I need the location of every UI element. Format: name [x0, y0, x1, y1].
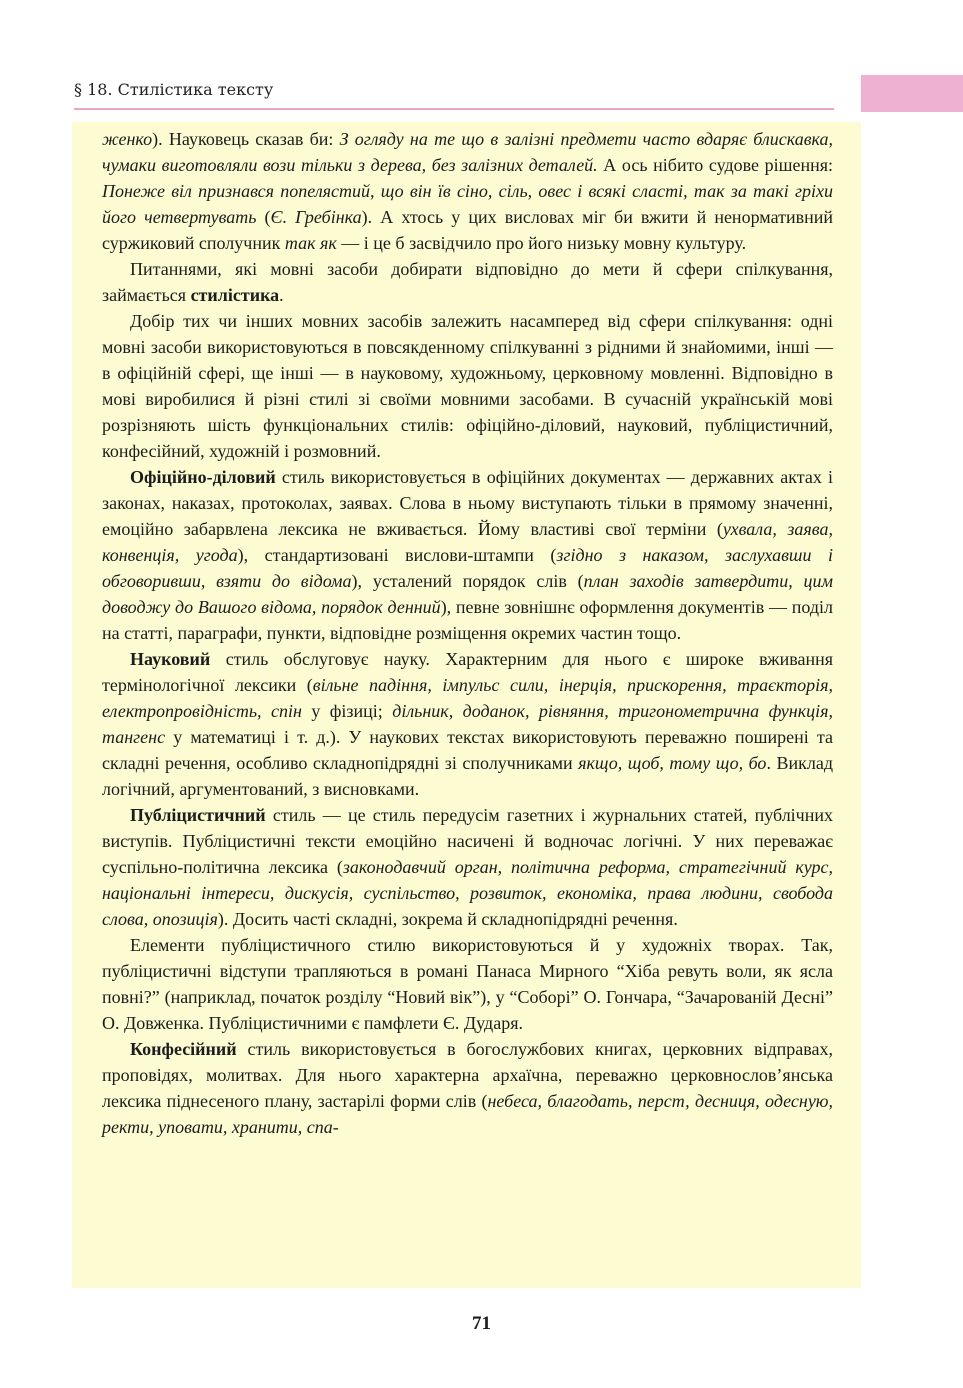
- bold-term: Публіцистичний: [130, 805, 266, 825]
- italic-example: З огляду на те що в залізні предмети часто вдаряє блискавка, чумаки виготовляли вози тільки з дерева, без залізних деталей.: [102, 129, 833, 175]
- italic-example: небеса, благодать, перст, десниця, одесную, ректи, уповати, хранити, спа-: [102, 1091, 833, 1137]
- italic-example: Понеже віл признався попелястий, що він їв сіно, сіль, овес і всякі сласті, так за такі гріхи його четвертувать: [102, 181, 833, 227]
- bold-term: Науковий: [130, 649, 211, 669]
- italic-example: вільне падіння, імпульс сили, інерція, прискорення, траєкторія, електропровідність, спін: [102, 675, 834, 721]
- paragraph: [102, 932, 833, 1036]
- section-title: § 18. Стилістика тексту: [74, 80, 274, 99]
- italic-example: законодавчий орган, політична реформа, стратегічний курс, національні інтереси, дискусія, суспільство, розвиток, економіка, права людини, свобода слова, опозиція: [102, 857, 833, 929]
- text-run: А ось нібито судове рішення:: [597, 155, 833, 175]
- paragraph: [102, 464, 833, 646]
- page-number: 71: [472, 1313, 491, 1334]
- text-run: .: [279, 285, 284, 305]
- text-run: ), стандартизовані вислови-штампи (: [237, 545, 557, 565]
- chapter-color-tab: [861, 75, 963, 112]
- italic-example: згідно з наказом, заслухавши і обговоривши, взяти до відома: [102, 545, 833, 591]
- bold-term: Конфесійний: [130, 1039, 237, 1059]
- italic-example: так як: [284, 233, 337, 253]
- text-run: стиль — це стиль передусім газетних і журнальних статей, публічних виступів. Публіцистичні тексти емоційно насичені й водночас логічні. У них переважає суспільно-політична лексика (: [102, 805, 833, 877]
- text-run: Елементи публіцистичного стилю використовуються й у художніх творах. Так, публіцистичні відступи трапляються в романі Панаса Мирного “Хіба ревуть воли, як ясла повні?” (наприклад, початок розділу “Новий вік”), у “Соборі” О. Гончара, “Зачарованій Десні” О. Довженка. Публіцистичними є памфлети Є. Дударя.: [102, 935, 833, 1033]
- paragraph: [102, 646, 833, 802]
- paragraph: [102, 256, 833, 308]
- text-run: ). Досить часті складні, зокрема й складнопідрядні речення.: [217, 909, 678, 929]
- text-run: — і це б засвідчило про його низьку мовну культуру.: [336, 233, 747, 253]
- text-run: ). А хтось у цих висловах міг би вжити й ненормативний суржиковий сполучник: [102, 207, 833, 253]
- text-run: ). Науковець сказав би:: [152, 129, 340, 149]
- header-divider: [74, 108, 834, 110]
- text-run: ), усталений порядок слів (: [351, 571, 584, 591]
- paragraph: [102, 1036, 833, 1140]
- paragraph: [102, 126, 833, 256]
- paragraph: [102, 308, 833, 464]
- text-run: (: [256, 207, 271, 227]
- text-run: Питаннями, які мовні засоби добирати відповідно до мети й сфери спілкування, займається: [102, 259, 833, 305]
- italic-example: якщо, щоб, тому що, бо: [578, 753, 767, 773]
- italic-example: женко: [102, 129, 153, 149]
- text-run: стиль використовується в богослужбових книгах, церковних відправах, проповідях, молитвах. Для нього характерна архаїчна, переважно церковнослов’янська лексика піднесеного плану, застарілі форми слів (: [102, 1039, 833, 1111]
- page-header: [74, 76, 834, 104]
- text-panel: [72, 122, 861, 1288]
- body-text: [102, 126, 833, 1140]
- text-run: стиль обслуговує науку. Характерним для нього є широке вживання термінологічної лексики (: [102, 649, 833, 695]
- italic-example: дільник, доданок, рівняння, тригонометрична функція, тангенс: [102, 701, 833, 747]
- text-run: . Виклад логічний, аргументований, з висновками.: [102, 753, 833, 799]
- text-run: Добір тих чи інших мовних засобів залежить насамперед від сфери спілкування: одні мовні засоби використовуються в повсякденному спілкуванні з рідними й знайомими, інші — в офіційній сфері, ще інші — в науковому, художньому, церковному мовленні. Відповідно в мові виробилися й різні стилі зі своїми мовними засобами. В сучасній українській мові розрізняють шість функціональних стилів: офіційно-діловий, науковий, публіцистичний, конфесійний, художній і розмовний.: [102, 311, 833, 461]
- bold-term: Офіційно-діловий: [130, 467, 276, 487]
- italic-example: Є. Гребінка: [270, 207, 362, 227]
- text-run: ), певне зовнішнє оформлення документів — поділ на статті, параграфи, пункти, відповідне розміщення окремих частин тощо.: [102, 597, 833, 643]
- text-run: стиль використовується в офіційних документах — державних актах і законах, наказах, протоколах, заявах. Слова в ньому виступають тільки в прямому значенні, емоційно забарвлена лексика не вживається. Йому властиві свої терміни (: [102, 467, 833, 539]
- text-run: у математиці і т. д.). У наукових текстах використовують переважно поширені та складні речення, особливо складнопідрядні зі сполучниками: [102, 727, 833, 773]
- italic-example: план заходів затвердити, цим доводжу до Вашого відома, порядок денний: [102, 571, 833, 617]
- paragraph: [102, 802, 833, 932]
- text-run: у фізиці;: [301, 701, 393, 721]
- bold-term: стилістика: [190, 285, 280, 305]
- italic-example: ухвала, заява, конвенція, угода: [102, 519, 833, 565]
